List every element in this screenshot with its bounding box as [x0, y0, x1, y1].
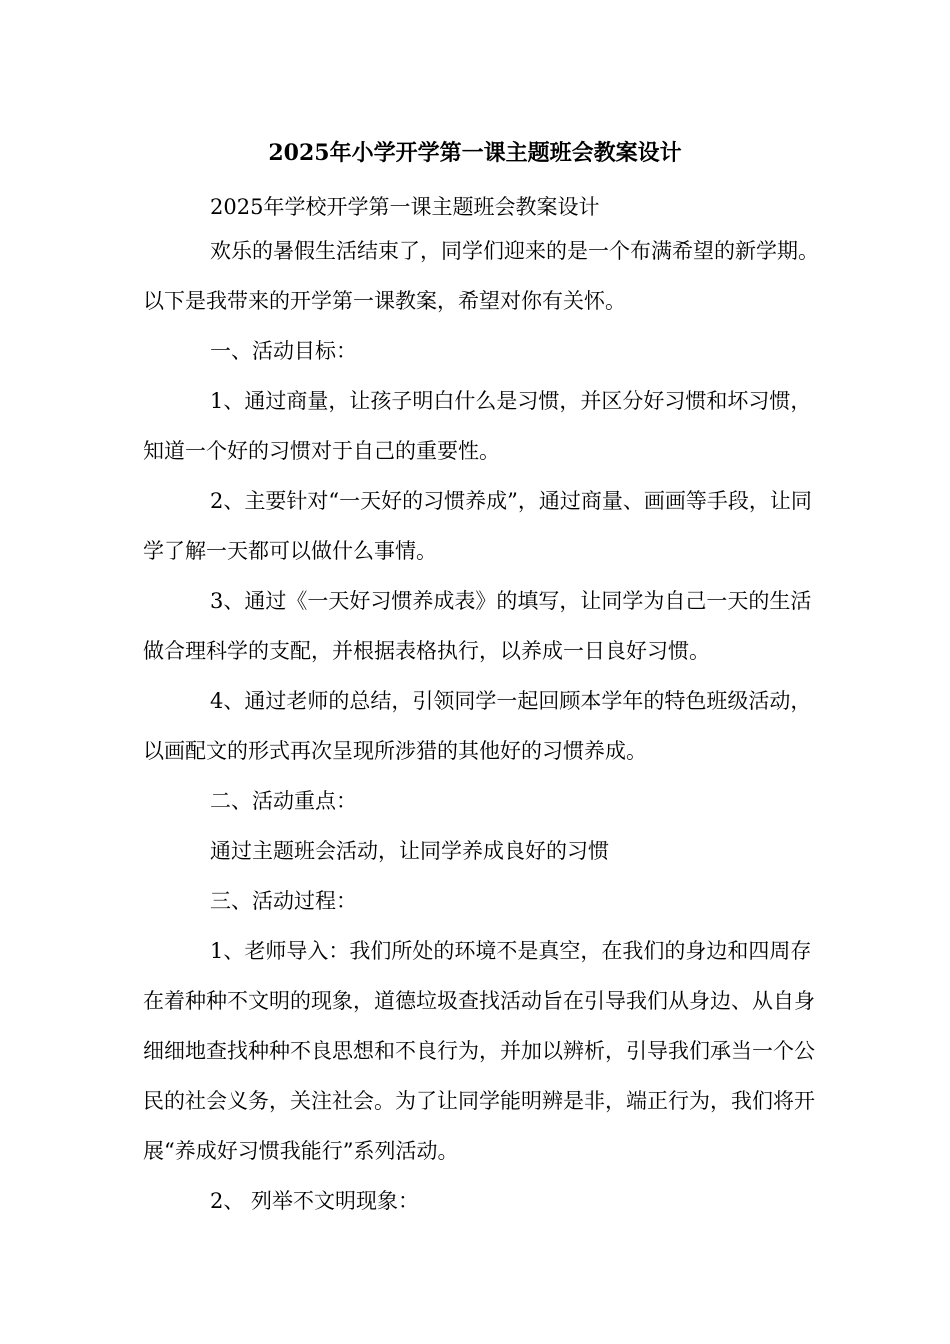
section-heading-goals: 一、活动目标：: [210, 339, 357, 363]
section-heading-focus: 二、活动重点：: [210, 789, 357, 813]
intro-paragraph: 欢乐的暑假生活结束了，同学们迎来的是一个布满希望的新学期。以下是我带来的开学第一课教案，希望对你有关怀。: [143, 239, 819, 313]
process-item-2: 2、 列举不文明现象：: [210, 1189, 420, 1213]
focus-paragraph: 通过主题班会活动，让同学养成良好的习惯: [210, 839, 609, 863]
goal-item-4: 4、通过老师的总结，引领同学一起回顾本学年的特色班级活动，以画配文的形式再次呈现所涉猎的其他好的习惯养成。: [143, 689, 812, 763]
goal-item-3: 3、通过《一天好习惯养成表》的填写，让同学为自己一天的生活做合理科学的支配，并根据表格执行，以养成一日良好习惯。: [143, 589, 812, 663]
goal-item-2: 2、主要针对“一天好的习惯养成”，通过商量、画画等手段，让同学了解一天都可以做什么事情。: [143, 489, 812, 563]
process-item-1: 1、老师导入：我们所处的环境不是真空，在我们的身边和四周存在着种种不文明的现象，道德垃圾查找活动旨在引导我们从身边、从自身细细地查找种种不良思想和不良行为，并加以辨析，引导我们承当一个公民的社会义务，关注社会。为了让同学能明辨是非，端正行为，我们将开展“养成好习惯我能行”系列活动。: [143, 939, 815, 1163]
goal-item-1: 1、通过商量，让孩子明白什么是习惯，并区分好习惯和坏习惯，知道一个好的习惯对于自己的重要性。: [143, 389, 812, 463]
document-title: 2025年小学开学第一课主题班会教案设计: [268, 140, 682, 166]
section-heading-process: 三、活动过程：: [210, 889, 357, 913]
document-subtitle: 2025年学校开学第一课主题班会教案设计: [210, 195, 600, 219]
